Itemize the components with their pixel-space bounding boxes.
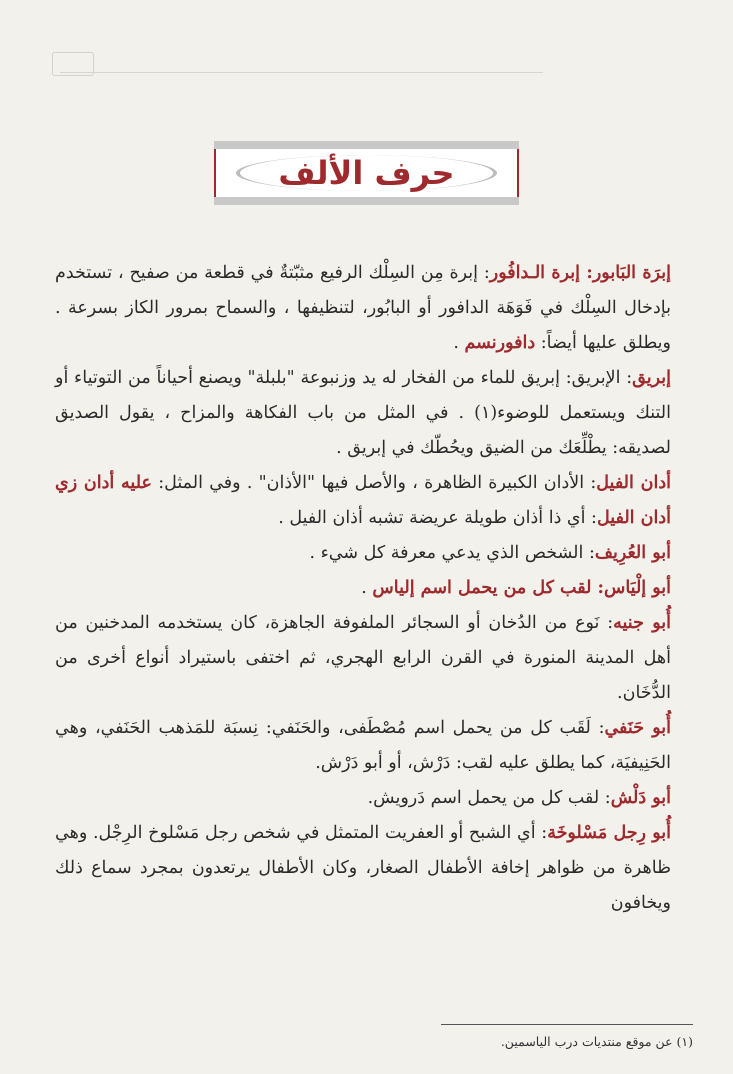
entry: [55, 536, 671, 571]
entry-text: : لَقَب كل من يحمل اسم مُصْطَفى، والحَنَفي: نِسبَة للمَذهب الحَنَفي، وهي الحَنِيفيَة، كما يطلق عليه لقب: دَرْش، أو أبو دَرْش.: [55, 718, 671, 773]
entry-text: : الإبريق: إبريق للماء من الفخار له يد وزنبوعة "بلبلة" ويصنع أحياناً من التوتياء أو التنك ويستعمل للوضوء(١) . في المثل من باب الفكاهة والمزاح ، يقول الصديق لصديقه: يطْلِّعَك من الضيق ويحُطّك في إبريق .: [55, 368, 671, 458]
entry-text: : لقب كل من يحمل اسم دَرويش.: [367, 788, 611, 808]
chapter-title-frame: [214, 141, 519, 205]
entry-highlight: دافورنسم: [464, 333, 536, 353]
entry: [55, 256, 671, 361]
entry-text: .: [361, 578, 373, 598]
chapter-title-cartouche: [236, 155, 497, 191]
entry-term: أُبو جنيه: [613, 613, 671, 633]
entry-term: إبرَة البَابور: إبرة الـدافُور: [489, 263, 671, 283]
entry-term: أبو العُرِيف: [594, 543, 671, 563]
entry: [55, 781, 671, 816]
entry-term: أبو دَلْش: [610, 788, 671, 808]
page-title: حرف الألف: [278, 154, 455, 192]
entry: [55, 571, 671, 606]
entry-text: : الشخص الذي يدعي معرفة كل شيء .: [309, 543, 595, 563]
entry-term: أُبو حَنَفي: [604, 718, 671, 738]
entry-text: : إبرة مِن السِلْك الرفيع مثبّتةٌ في قطعة من صفيح ، تستخدم بإدخال السِلْك في فَوَهَة الدافور أو البابُور، لتنظيفها ، والسماح بمرور الكاز بسرعة . ويطلق عليها أيضاً:: [55, 263, 671, 353]
entry-text: : أي الشبح أو العفريت المتمثل في شخص رجل مَسْلوخ الرِجْل. وهي ظاهرة من ظواهر إخافة الأطفال الصغار، وكان الأطفال يرتعدون بمجرد سماع ذلك ويخافون: [55, 823, 671, 913]
entry-end: .: [453, 333, 465, 353]
entry-term: أُبو رِجل مَسْلوخَة: [547, 823, 671, 843]
entry: [55, 466, 671, 536]
footnote: (١) عن موقع منتديات درب الياسمين.: [500, 1034, 693, 1049]
entry-term: أدان الفيل: [596, 473, 671, 493]
entry-text: : الأدان الكبيرة الظاهرة ، والأصل فيها "الأذان" . وفي المثل:: [151, 473, 597, 493]
entry-term: إبريق: [632, 368, 671, 388]
entry: [55, 606, 671, 711]
entry-highlight: عليه أدان زي أدان الفيل: [55, 473, 671, 528]
footnote-divider: [441, 1024, 693, 1025]
entry: [55, 816, 671, 921]
entry-text: : نَوع من الدُخان أو السجائر الملفوفة الجاهزة، كان يستخدمه المدخنين من أهل المدينة المنورة في القرن الرابع الهجري، ثم اختفى باستيراد أنواع أخرى من الدُّخَان.: [55, 613, 671, 703]
entry: [55, 361, 671, 466]
entry-term: أبو إلْيَاس: لقب كل من يحمل اسم إلياس: [372, 578, 671, 598]
entries-list: [55, 256, 671, 921]
running-header-rule: [60, 58, 543, 73]
entry-end: : أي ذا أذان طويلة عريضة تشبه أذان الفيل .: [278, 508, 597, 528]
entry: [55, 711, 671, 781]
